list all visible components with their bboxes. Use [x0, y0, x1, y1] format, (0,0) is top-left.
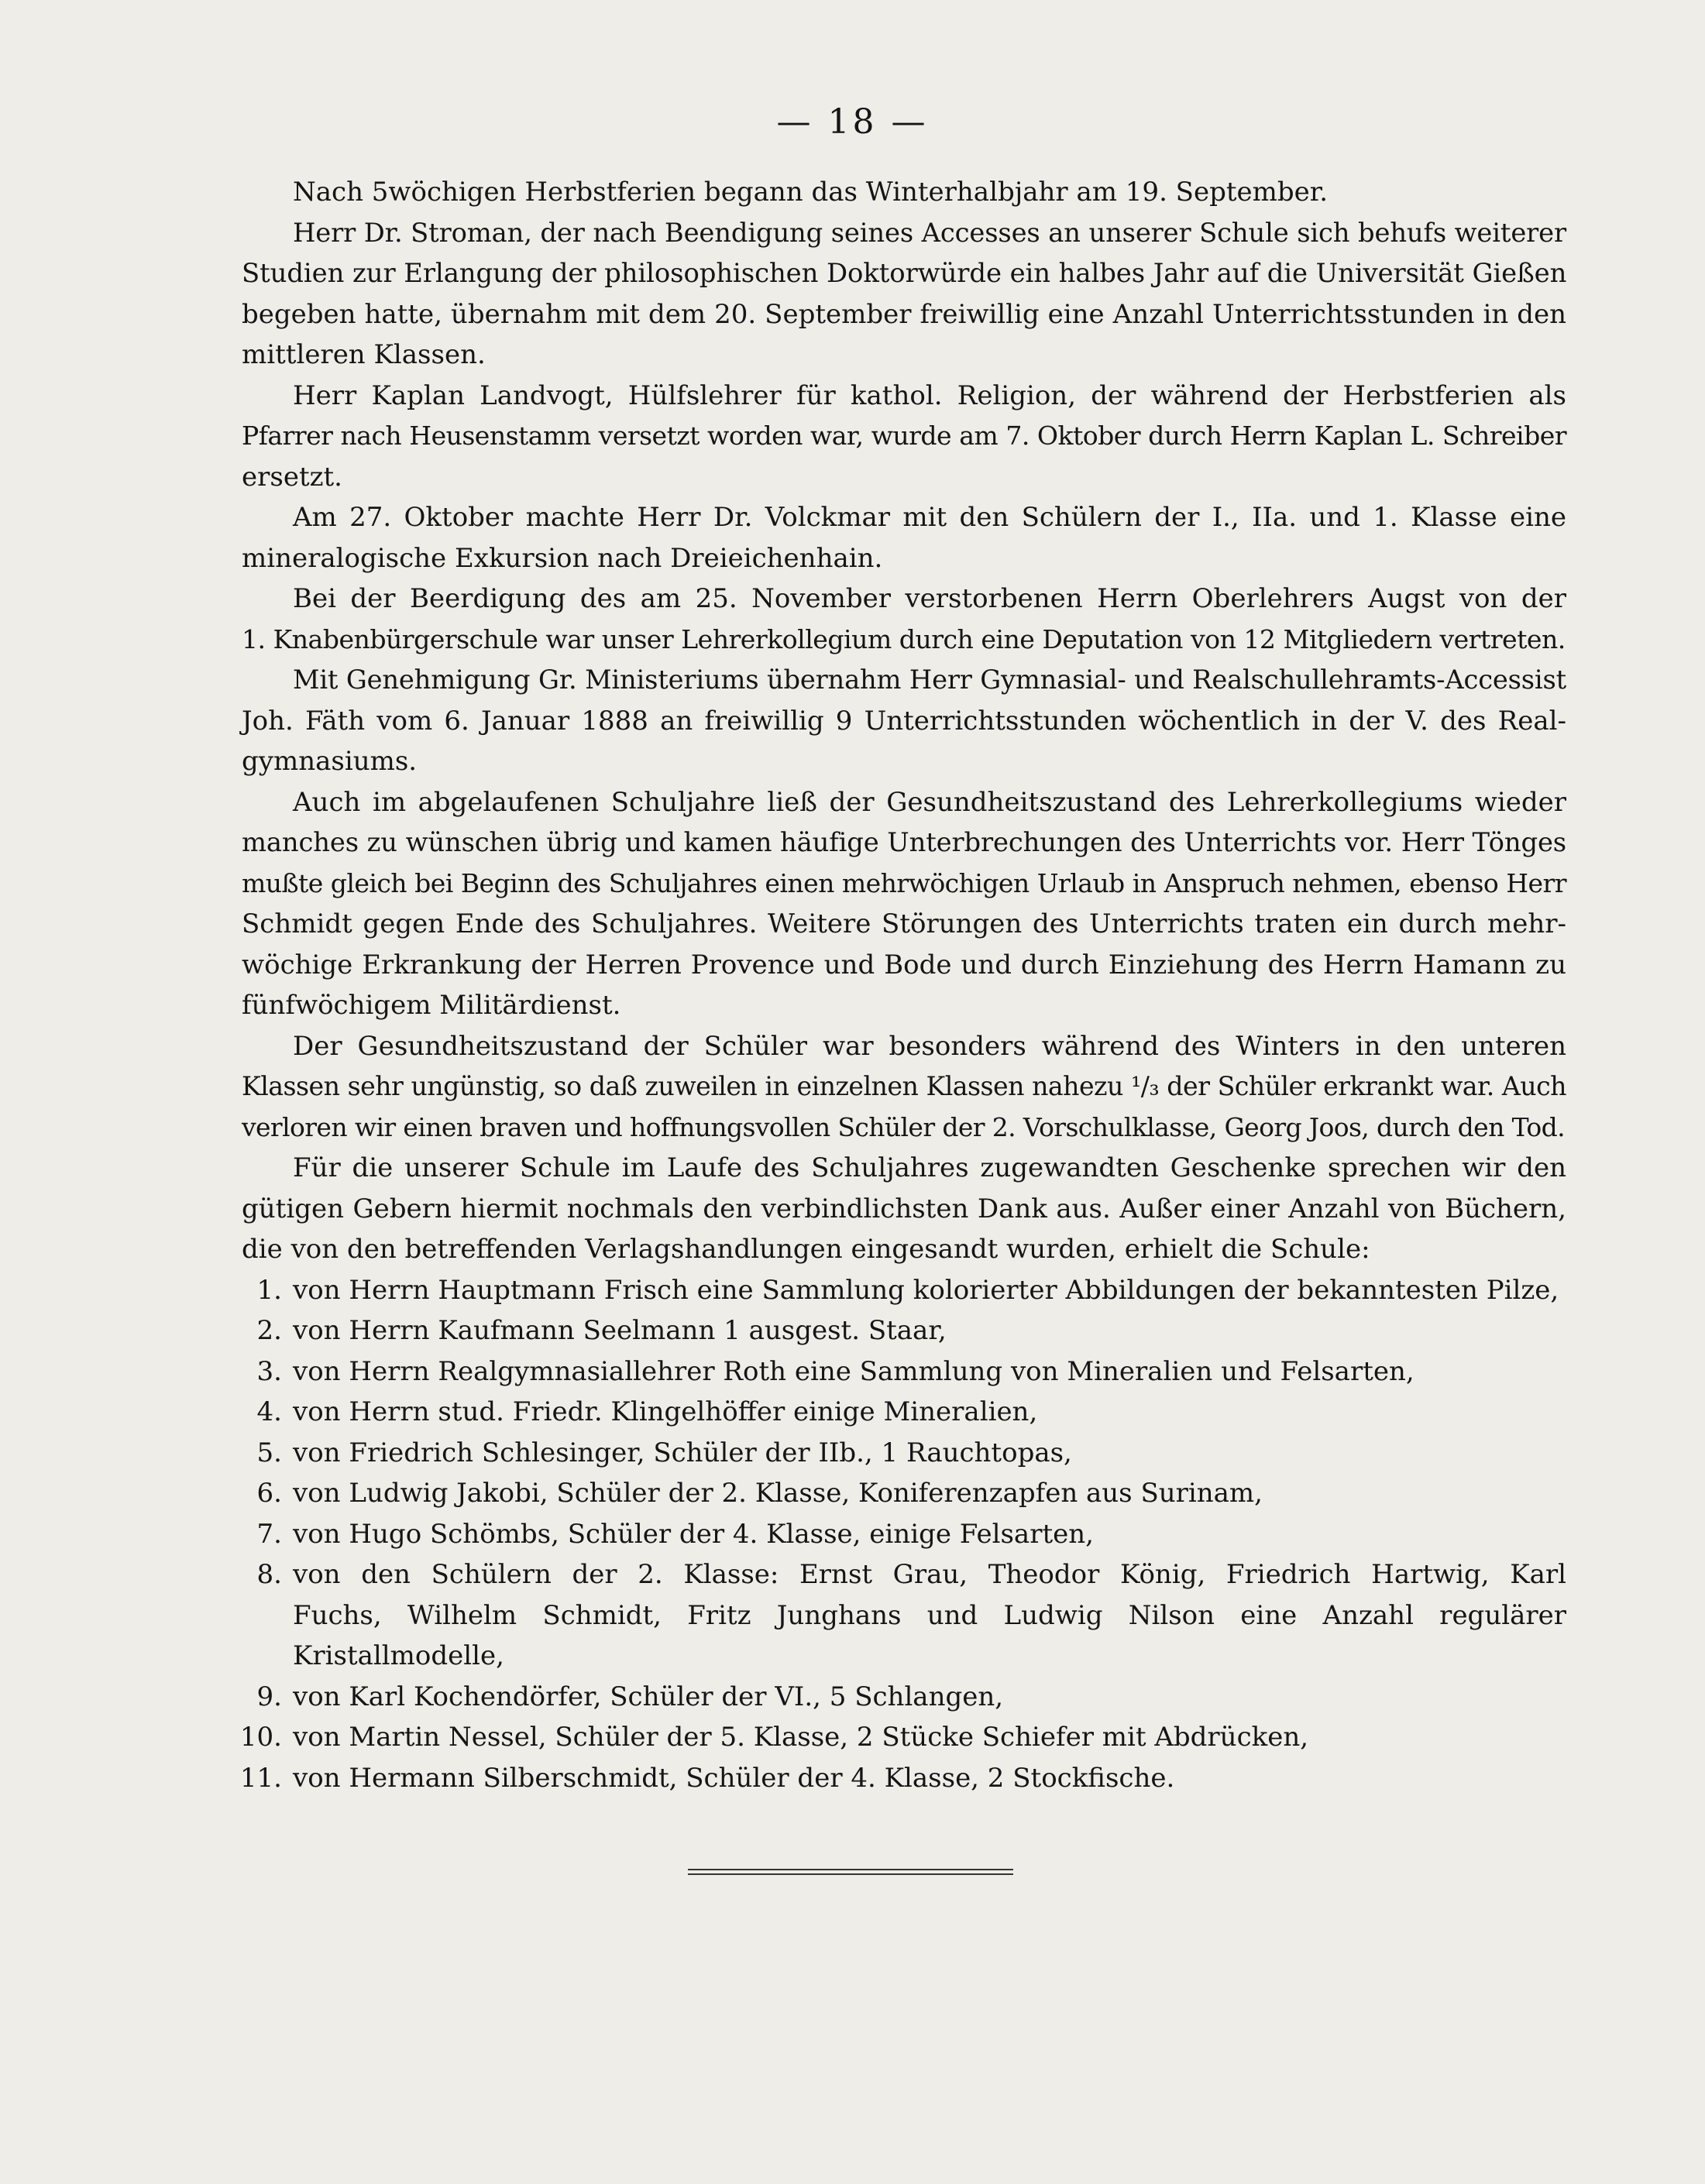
text-line: die von den betreffenden Verlagshandlungen eingesandt wurden, erhielt die Schule: — [242, 1234, 1370, 1265]
gift-text-line: von Friedrich Schlesinger, Schüler der IIb., 1 Rauchtopas, — [293, 1437, 1072, 1468]
gift-number: 5. — [256, 1437, 282, 1468]
text-line: Herr Dr. Stroman, der nach Beendigung seines Accesses an unserer Schule sich behufs weiterer — [293, 217, 1566, 248]
text-line: begeben hatte, übernahm mit dem 20. September freiwillig eine Anzahl Unterrichtsstunden in den — [242, 298, 1566, 330]
body-text — [239, 172, 1567, 1798]
text-line: gymnasiums. — [242, 746, 418, 777]
gift-list-item — [242, 1677, 1566, 1718]
paragraph-p7 — [242, 782, 1566, 1026]
paragraph-p6 — [242, 660, 1566, 782]
paragraph-p8 — [242, 1026, 1566, 1149]
gift-list-item — [242, 1554, 1566, 1677]
text-line: manches zu wünschen übrig und kamen häufige Unterbrechungen des Unterrichts vor. Herr Tönges — [242, 827, 1566, 857]
gift-number: 7. — [256, 1518, 282, 1550]
gift-list-item — [242, 1351, 1566, 1392]
gift-text-line: von Hermann Silberschmidt, Schüler der 4. Klasse, 2 Stockfische. — [293, 1762, 1175, 1794]
gift-number: 1. — [256, 1274, 282, 1306]
paragraph-p5 — [242, 579, 1566, 660]
text-line: Studien zur Erlangung der philosophischen Doktorwürde ein halbes Jahr auf die Universität Gießen — [242, 258, 1567, 288]
gift-number: 9. — [256, 1681, 282, 1712]
paragraph-p3 — [242, 376, 1566, 498]
page-number: — 18 — — [776, 102, 929, 142]
text-line: Am 27. Oktober machte Herr Dr. Volckmar mit den Schülern der I., IIa. und 1. Klasse eine — [293, 502, 1566, 533]
gift-list — [239, 1270, 1566, 1799]
text-line: Joh. Fäth vom 6. Januar 1888 an freiwillig 9 Unterrichtsstunden wöchentlich in der V. des Real- — [242, 705, 1566, 737]
paragraph-p2 — [242, 213, 1566, 376]
text-line: verloren wir einen braven und hoffnungsvollen Schüler der 2. Vorschulklasse, Georg Joos, durch den Tod. — [242, 1111, 1566, 1142]
gift-text-line: Fuchs, Wilhelm Schmidt, Fritz Junghans und Ludwig Nilson eine Anzahl regulärer — [293, 1599, 1566, 1631]
gift-list-item — [242, 1270, 1566, 1311]
gift-text-line: von Ludwig Jakobi, Schüler der 2. Klasse, Koniferenzapfen aus Surinam, — [293, 1478, 1263, 1509]
text-line: Herr Kaplan Landvogt, Hülfslehrer für kathol. Religion, der während der Herbstferien als — [293, 379, 1566, 411]
text-line: Bei der Beerdigung des am 25. November verstorbenen Herrn Oberlehrers Augst von der — [293, 583, 1566, 614]
gift-number: 6. — [256, 1478, 282, 1509]
text-line: Klassen sehr ungünstig, so daß zuweilen in einzelnen Klassen nahezu ¹/₃ der Schüler erkrankt war. Auch — [242, 1071, 1566, 1101]
text-line: fünfwöchigem Militärdienst. — [242, 990, 621, 1021]
text-line: Mit Genehmigung Gr. Ministeriums übernahm Herr Gymnasial- und Realschullehramts-Accessist — [293, 664, 1566, 695]
text-line: Der Gesundheitszustand der Schüler war besonders während des Winters in den unteren — [293, 1030, 1566, 1062]
gift-number: 11. — [239, 1762, 282, 1794]
gift-number: 8. — [256, 1559, 282, 1590]
gift-text-line: von Hugo Schömbs, Schüler der 4. Klasse, einige Felsarten, — [293, 1518, 1094, 1550]
text-line: mußte gleich bei Beginn des Schuljahres einen mehrwöchigen Urlaub in Anspruch nehmen, ebenso Herr — [242, 867, 1566, 898]
text-line: ersetzt. — [242, 461, 342, 493]
text-line: 1. Knabenbürgerschule war unser Lehrerkollegium durch eine Deputation von 12 Mitgliedern vertreten. — [242, 623, 1566, 654]
gift-list-item — [242, 1310, 1566, 1351]
gift-number: 10. — [239, 1722, 282, 1753]
text-line: Nach 5wöchigen Herbstferien begann das Winterhalbjahr am 19. September. — [293, 177, 1329, 208]
gift-list-item — [239, 1758, 1566, 1799]
gift-number: 2. — [256, 1315, 282, 1346]
text-line: gütigen Gebern hiermit nochmals den verbindlichsten Dank aus. Außer einer Anzahl von Büchern, — [242, 1193, 1566, 1224]
text-line: mittleren Klassen. — [242, 339, 486, 370]
text-line: Für die unserer Schule im Laufe des Schuljahres zugewandten Geschenke sprechen wir den — [293, 1152, 1566, 1183]
gift-list-item — [242, 1514, 1566, 1555]
text-line: wöchige Erkrankung der Herren Provence und Bode und durch Einziehung des Herrn Hamann zu — [242, 949, 1566, 980]
gift-text-line: von den Schülern der 2. Klasse: Ernst Grau, Theodor König, Friedrich Hartwig, Karl — [293, 1559, 1566, 1590]
gift-text-line: von Herrn Hauptmann Frisch eine Sammlung kolorierter Abbildungen der bekanntesten Pilze, — [293, 1274, 1559, 1306]
gift-list-item — [242, 1392, 1566, 1433]
gift-number: 3. — [256, 1355, 282, 1387]
text-line: Pfarrer nach Heusenstamm versetzt worden war, wurde am 7. Oktober durch Herrn Kaplan L. Schreiber — [242, 421, 1566, 451]
gift-list-item — [239, 1717, 1566, 1758]
gift-text-line: von Martin Nessel, Schüler der 5. Klasse, 2 Stücke Schiefer mit Abdrücken, — [293, 1722, 1309, 1753]
gift-list-item — [242, 1433, 1566, 1474]
paragraph-list — [242, 172, 1566, 1270]
gift-text-line: von Herrn stud. Friedr. Klingelhöffer einige Mineralien, — [293, 1396, 1038, 1427]
gift-text-line: von Karl Kochendörfer, Schüler der VI., 5 Schlangen, — [293, 1681, 1004, 1712]
paragraph-p1 — [242, 172, 1566, 213]
text-line: Schmidt gegen Ende des Schuljahres. Weitere Störungen des Unterrichts traten ein durch mehr- — [242, 908, 1566, 939]
gift-text-line: Kristallmodelle, — [293, 1640, 504, 1671]
closing-rule — [688, 1869, 1013, 1875]
gift-list-item — [242, 1473, 1566, 1514]
gift-text-line: von Herrn Kaufmann Seelmann 1 ausgest. Staar, — [293, 1315, 947, 1346]
text-line: mineralogische Exkursion nach Dreieichenhain. — [242, 542, 883, 574]
paragraph-p4 — [242, 497, 1566, 579]
paragraph-p9 — [242, 1148, 1566, 1270]
gift-text-line: von Herrn Realgymnasiallehrer Roth eine Sammlung von Mineralien und Felsarten, — [293, 1355, 1415, 1387]
text-line: Auch im abgelaufenen Schuljahre ließ der Gesundheitszustand des Lehrerkollegiums wieder — [293, 786, 1566, 818]
gift-number: 4. — [256, 1396, 282, 1427]
